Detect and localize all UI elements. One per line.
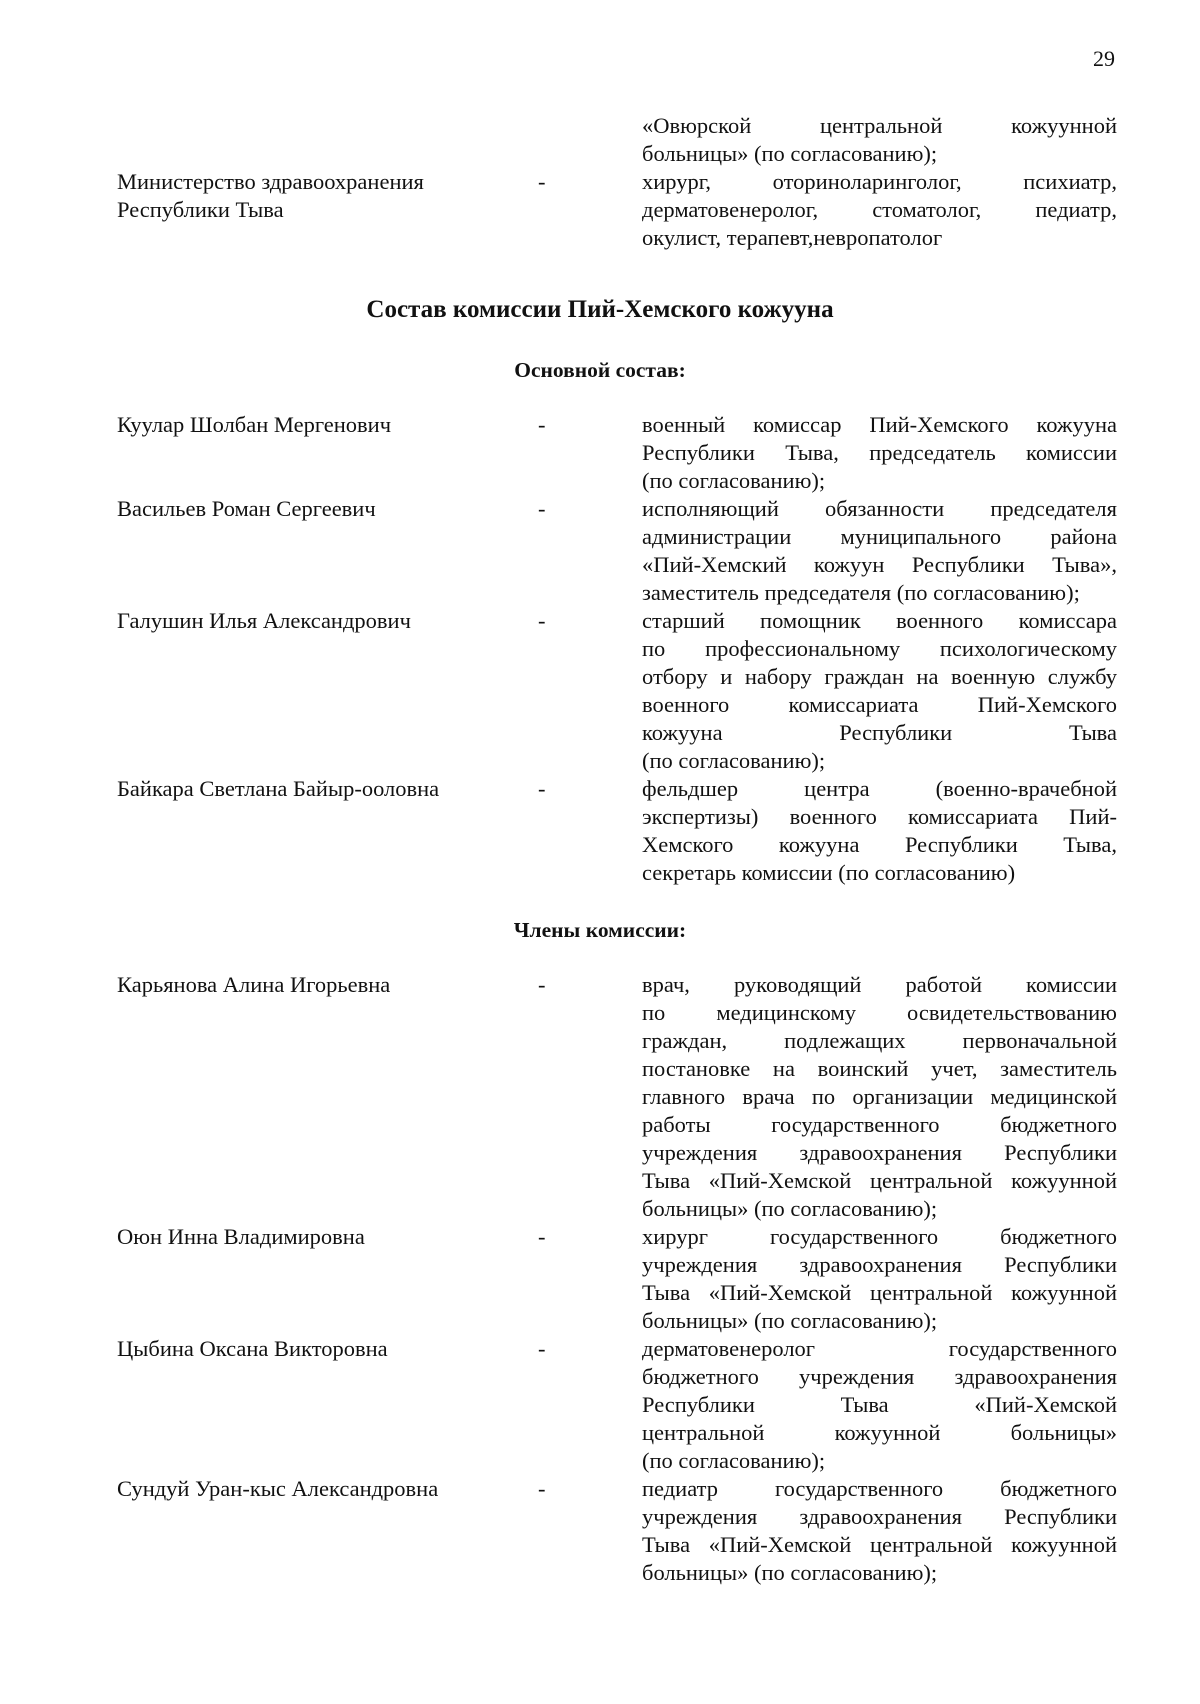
member-row — [0, 1335, 1200, 1475]
commission-members — [0, 971, 1200, 1587]
desc-line: «Овюрской центральной кожуунной — [642, 113, 1117, 138]
desc-line: администрации муниципального района — [642, 524, 1117, 549]
member-name: Сундуй Уран-кыс Александровна — [117, 1476, 439, 1501]
member-name: Васильев Роман Сергеевич — [117, 496, 376, 521]
page-title: Состав комиссии Пий-Хемского кожууна — [366, 296, 834, 323]
desc-line: кожууна Республики Тыва — [642, 720, 1117, 745]
ministry-row — [0, 168, 1200, 252]
member-name: Байкара Светлана Байыр-ооловна — [117, 776, 440, 801]
page-number: 29 — [1093, 46, 1115, 71]
continuation-text — [642, 112, 1117, 168]
desc-line: больницы» (по согласованию); — [642, 1196, 938, 1221]
member-name: Галушин Илья Александрович — [117, 608, 411, 633]
desc-line: военный комиссар Пий-Хемского кожууна — [642, 412, 1117, 437]
continuation-row — [0, 112, 1200, 168]
member-row — [0, 495, 1200, 607]
desc-line: исполняющий обязанности председателя — [642, 496, 1117, 521]
desc-line: дерматовенеролог, стоматолог, педиатр, — [642, 197, 1117, 222]
desc-line: больницы» (по согласованию); — [642, 1560, 938, 1585]
dash: - — [538, 608, 546, 633]
desc-line: хирург, оториноларинголог, психиатр, — [642, 169, 1117, 194]
member-name: Куулар Шолбан Мергенович — [117, 412, 392, 437]
member-row — [0, 1223, 1200, 1335]
top-continuation — [0, 112, 1200, 252]
desc-line: (по согласованию); — [642, 468, 826, 493]
dash: - — [538, 412, 546, 437]
desc-line: секретарь комиссии (по согласованию) — [642, 860, 1016, 885]
desc-line: центральной кожуунной больницы» — [642, 1420, 1117, 1445]
main-members — [0, 411, 1200, 887]
desc-line: учреждения здравоохранения Республики — [642, 1504, 1117, 1529]
desc-line: (по согласованию); — [642, 1448, 826, 1473]
desc-line: больницы» (по согласованию); — [642, 141, 938, 166]
desc-line: отбору и набору граждан на военную службу — [642, 664, 1117, 689]
desc-line: учреждения здравоохранения Республики — [642, 1252, 1117, 1277]
desc-line: учреждения здравоохранения Республики — [642, 1140, 1117, 1165]
desc-line: граждан, подлежащих первоначальной — [642, 1028, 1117, 1053]
desc-line: постановке на воинский учет, заместитель — [642, 1056, 1117, 1081]
desc-line: Тыва «Пий-Хемской центральной кожуунной — [642, 1168, 1117, 1193]
desc-line: Хемского кожууна Республики Тыва, — [642, 832, 1117, 857]
desc-line: военного комиссариата Пий-Хемского — [642, 692, 1117, 717]
desc-line: бюджетного учреждения здравоохранения — [642, 1364, 1117, 1389]
desc-line: главного врача по организации медицинской — [642, 1084, 1117, 1109]
dash: - — [538, 169, 546, 194]
desc-line: хирург государственного бюджетного — [642, 1224, 1117, 1249]
desc-line: Тыва «Пий-Хемской центральной кожуунной — [642, 1280, 1117, 1305]
desc-line: по медицинскому освидетельствованию — [642, 1000, 1117, 1025]
member-row — [0, 1475, 1200, 1587]
member-name: Оюн Инна Владимировна — [117, 1224, 365, 1249]
member-desc — [642, 1475, 1117, 1587]
member-row — [0, 607, 1200, 775]
desc-line: «Пий-Хемский кожуун Республики Тыва», — [642, 552, 1117, 577]
member-name: Карьянова Алина Игорьевна — [117, 972, 391, 997]
member-desc — [642, 495, 1117, 607]
member-desc — [642, 1223, 1117, 1335]
ministry-desc — [642, 168, 1117, 252]
desc-line: заместитель председателя (по согласованию); — [642, 580, 1080, 605]
name-line: Республики Тыва — [117, 197, 284, 222]
dash: - — [538, 1476, 546, 1501]
member-name: Цыбина Оксана Викторовна — [117, 1336, 388, 1361]
desc-line: дерматовенеролог государственного — [642, 1336, 1117, 1361]
desc-line: работы государственного бюджетного — [642, 1112, 1117, 1137]
member-desc — [642, 1335, 1117, 1475]
desc-line: фельдшер центра (военно-врачебной — [642, 776, 1117, 801]
desc-line: Тыва «Пий-Хемской центральной кожуунной — [642, 1532, 1117, 1557]
member-row — [0, 775, 1200, 887]
desc-line: Республики Тыва «Пий-Хемской — [642, 1392, 1117, 1417]
desc-line: Республики Тыва, председатель комиссии — [642, 440, 1117, 465]
dash: - — [538, 972, 546, 997]
desc-line: педиатр государственного бюджетного — [642, 1476, 1117, 1501]
member-row — [0, 971, 1200, 1223]
desc-line: окулист, терапевт,невропатолог — [642, 225, 943, 250]
desc-line: по профессиональному психологическому — [642, 636, 1117, 661]
main-heading: Основной состав: — [514, 358, 686, 382]
dash: - — [538, 1336, 546, 1361]
desc-line: экспертизы) военного комиссариата Пий- — [642, 804, 1117, 829]
desc-line: врач, руководящий работой комиссии — [642, 972, 1117, 997]
dash: - — [538, 496, 546, 521]
member-row — [0, 411, 1200, 495]
member-desc — [642, 971, 1117, 1223]
member-desc — [642, 411, 1117, 495]
member-desc — [642, 775, 1117, 887]
desc-line: (по согласованию); — [642, 748, 826, 773]
desc-line: старший помощник военного комиссара — [642, 608, 1117, 633]
ministry-name — [117, 168, 517, 224]
name-line: Министерство здравоохранения — [117, 169, 424, 194]
member-desc — [642, 607, 1117, 775]
desc-line: больницы» (по согласованию); — [642, 1308, 938, 1333]
dash: - — [538, 1224, 546, 1249]
members-heading: Члены комиссии: — [513, 918, 687, 942]
dash: - — [538, 776, 546, 801]
